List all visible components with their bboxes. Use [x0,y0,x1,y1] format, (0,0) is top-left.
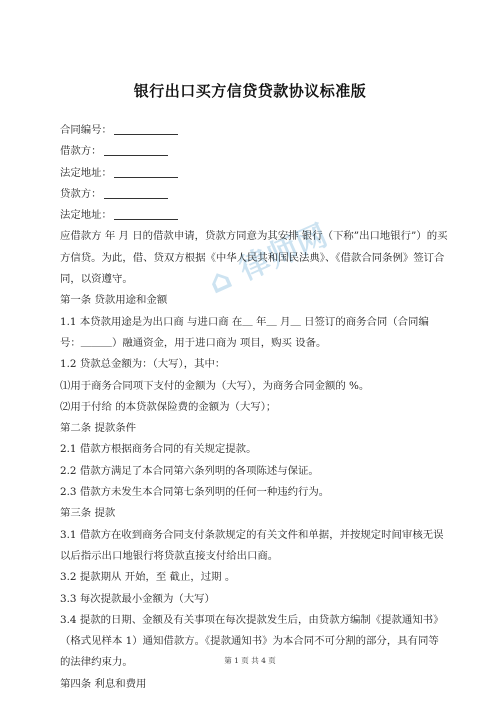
clause-3-2: 3.2 提款期从 开始，至 截止，过期 。 [60,571,236,584]
clause-3-1: 3.1 借款方在收到商务合同支付条款规定的有关文件和单据，并按规定时间审核无误以后指示出口地银行将贷款直接支付给出口商。 [60,528,444,562]
document-body [60,120,448,695]
clause-1-2-2: ⑵用于付给 的本贷款保险费的金额为（大写）； [60,400,277,413]
clause-3-3: 3.3 每次提款最小金额为（大写） [60,592,215,605]
blank-line [114,207,178,220]
article-4-heading: 第四条 利息和费用 [60,677,147,690]
field-contract-no [60,120,448,141]
field-lender [60,184,448,205]
field-borrower [60,141,448,162]
field-label: 贷款方： [60,187,102,200]
field-label: 合同编号： [60,124,112,136]
blank-line [114,122,178,135]
article-3-heading: 第三条 提款 [60,507,116,520]
intro-paragraph: 应借款方 年 月 日的借款申请，贷款方同意为其安排 银行（下称”出口地银行”）的买方信贷。为此，借、贷双方根据《中华人民共和国民法典》、《借款合同条例》签订合同，以资遵守。 [60,230,448,286]
field-label: 借款方： [60,145,102,158]
clause-2-1: 2.1 借款方根据商务合同的有关规定提款。 [60,443,257,456]
page-footer: 第 1 页 共 4 页 [224,656,276,665]
field-lender-address [60,205,448,226]
clause-1-2: 1.2 贷款总金额为：（大写），其中： [60,358,226,371]
article-1-heading: 第一条 贷款用途和金额 [60,294,168,307]
article-2-heading: 第二条 提款条件 [60,422,137,435]
field-label: 法定地址： [60,209,112,222]
blank-line [104,186,168,199]
clause-2-2: 2.2 借款方满足了本合同第六条列明的各项陈述与保证。 [60,464,319,477]
document-title: 银行出口买方信贷贷款协议标准版 [133,82,367,100]
blank-line [114,165,178,178]
clause-1-2-1: ⑴用于商务合同项下支付的金额为（大写），为商务合同金额的 %。 [60,379,370,392]
field-label: 法定地址： [60,166,112,179]
blank-line [104,143,168,156]
clause-1-1: 1.1 本贷款用途是为出口商 与进口商 在＿ 年＿ 月＿ 日签订的商务合同（合同编号：＿＿＿）融通资金，用于进口商为 项目，购买 设备。 [60,315,429,349]
watermark-text: 律师网 [234,217,334,288]
watermark-logo: ⌂ [203,255,249,302]
clause-3-4: 3.4 提款的日期、金额及有关事项在每次提款发生后，由贷款方编制《提款通知书》（格式见样本 1）通知借款方。《提款通知书》为本合同不可分割的部分，具有同等的法律约束力。 [60,613,444,669]
clause-2-3: 2.3 借款方未发生本合同第七条列明的任何一种违约行为。 [60,486,330,499]
field-borrower-address [60,163,448,184]
